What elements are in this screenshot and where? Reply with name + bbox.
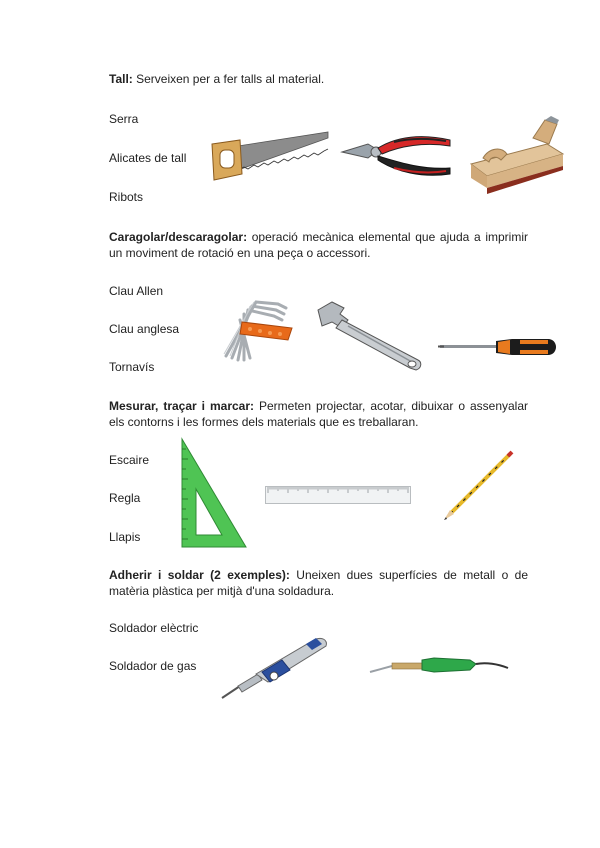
list-item: Llapis — [109, 530, 141, 544]
section-mesurar-paragraph — [109, 398, 528, 430]
set-square-image — [180, 437, 248, 549]
list-item: Clau Allen — [109, 284, 164, 298]
screwdriver-image — [438, 336, 556, 358]
section-heading: Tall: — [109, 72, 133, 86]
pencil-image — [440, 450, 516, 524]
ruler-image — [265, 486, 411, 504]
electric-soldering-iron-image — [368, 654, 510, 678]
list-item: Alicates de tall — [109, 151, 187, 165]
cutting-pliers-image — [338, 130, 454, 178]
section-heading: Caragolar/descaragolar: — [109, 230, 248, 244]
section-adherir-paragraph — [109, 567, 528, 599]
adjustable-wrench-image — [314, 300, 426, 372]
list-item: Ribots — [109, 190, 144, 204]
list-item: Soldador de gas — [109, 659, 197, 673]
section-text: Serveixen per a fer talls al material. — [132, 72, 325, 86]
section-caragolar-paragraph — [109, 229, 528, 261]
wood-plane-image — [463, 114, 567, 200]
section-tall-paragraph — [109, 71, 528, 87]
saw-image — [208, 128, 330, 184]
section-text: operació mecànica elemental que ajuda a imprimir un moviment de rotació en una peça o accessori. — [109, 230, 528, 260]
list-item: Serra — [109, 112, 139, 126]
list-item: Escaire — [109, 453, 150, 467]
section-text: Permeten projectar, acotar, dibuixar o assenyalar els contorns i les formes dels materials que es treballaran. — [109, 399, 528, 429]
gas-soldering-iron-image — [218, 630, 332, 702]
allen-keys-image — [216, 294, 294, 364]
list-item: Regla — [109, 491, 141, 505]
list-item: Clau anglesa — [109, 322, 180, 336]
list-item: Soldador elèctric — [109, 621, 199, 635]
section-heading: Adherir i soldar (2 exemples): — [109, 568, 290, 582]
list-item: Tornavís — [109, 360, 155, 374]
section-text: Uneixen dues superfícies de metall o de matèria plàstica per mitjà d'una soldadura. — [109, 568, 528, 598]
section-heading: Mesurar, traçar i marcar: — [109, 399, 255, 413]
